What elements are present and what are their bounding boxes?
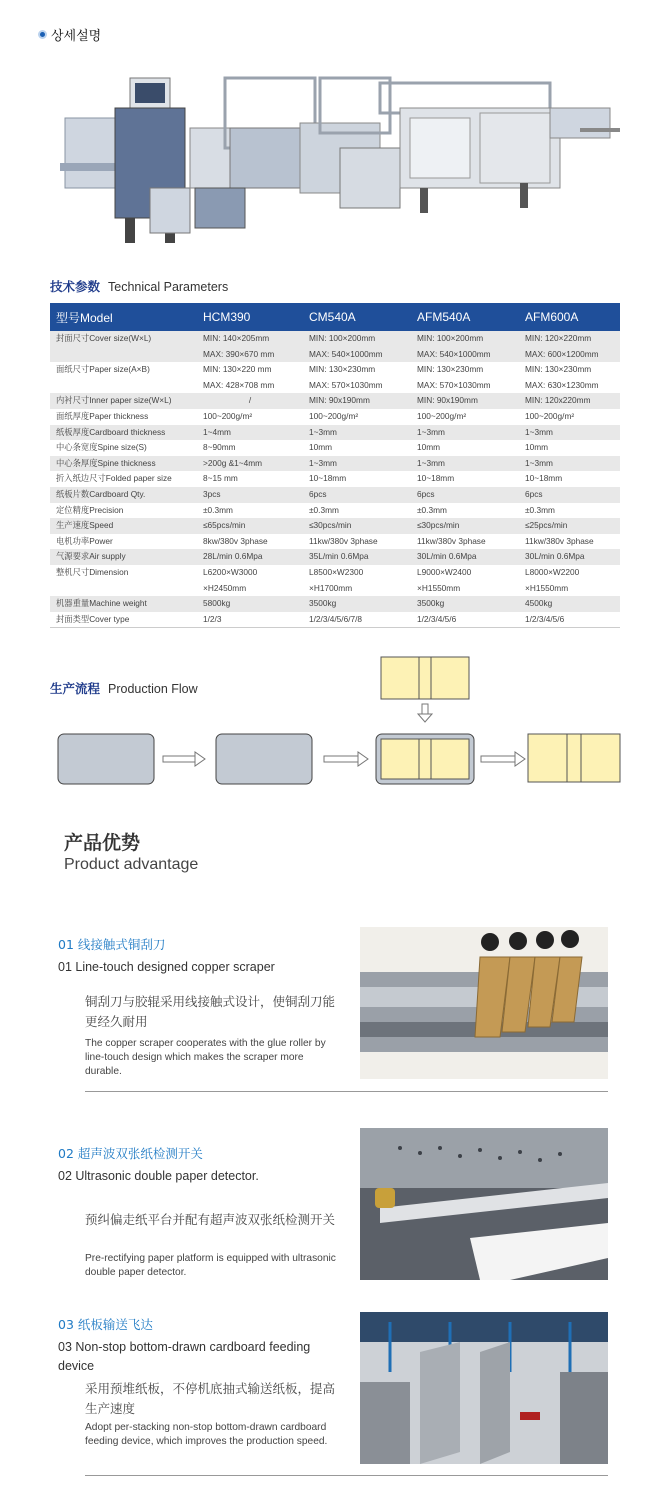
flow-title-cn: 生产流程	[50, 681, 101, 696]
spec-cell: 10~18mm	[303, 471, 411, 487]
spec-cell	[50, 581, 197, 597]
spec-cell: 10mm	[519, 440, 620, 456]
spec-table	[50, 303, 620, 628]
spec-row	[50, 518, 620, 534]
spec-cell: ≤25pcs/min	[519, 518, 620, 534]
spec-cell: ≤30pcs/min	[303, 518, 411, 534]
spec-cell: 生产速度Speed	[50, 518, 197, 534]
spec-cell: 气源要求Air supply	[50, 549, 197, 565]
flow-step-2	[216, 734, 312, 784]
section-title: 상세설명	[51, 29, 102, 44]
spec-cell: 面纸厚度Paper thickness	[50, 409, 197, 425]
spec-cell: 6pcs	[303, 487, 411, 503]
spec-row	[50, 471, 620, 487]
spec-cell: 28L/min 0.6Mpa	[197, 549, 303, 565]
spec-row	[50, 456, 620, 472]
spec-cell: 100~200g/m²	[197, 409, 303, 425]
spec-cell: MAX: 390×670 mm	[197, 347, 303, 363]
spec-row	[50, 362, 620, 378]
tech-title-cn: 技术参数	[50, 279, 101, 294]
spec-cell: L8000×W2200	[519, 565, 620, 581]
flow-title-en: Production Flow	[108, 682, 198, 696]
spec-cell: ×H2450mm	[197, 581, 303, 597]
spec-cell: MIN: 90x190mm	[411, 393, 519, 409]
spec-cell: 1~3mm	[411, 456, 519, 472]
spec-cell: ±0.3mm	[519, 503, 620, 519]
ultrasonic-detector-photo	[360, 1128, 608, 1280]
tech-title-en: Technical Parameters	[108, 280, 229, 294]
spec-cell: 面纸尺寸Paper size(A×B)	[50, 362, 197, 378]
bullet-icon	[38, 30, 47, 39]
spec-cell: MAX: 540×1000mm	[303, 347, 411, 363]
spec-cell: MIN: 130×230mm	[411, 362, 519, 378]
spec-cell: MAX: 428×708 mm	[197, 378, 303, 394]
feature-title-en: 02 Ultrasonic double paper detector.	[58, 1169, 259, 1183]
spec-cell: 电机功率Power	[50, 534, 197, 550]
spec-row	[50, 487, 620, 503]
spec-cell: 30L/min 0.6Mpa	[519, 549, 620, 565]
spec-cell: MIN: 140×205mm	[197, 331, 303, 347]
spec-cell: 1/2/3	[197, 612, 303, 628]
spec-cell: 纸板片数Cardboard Qty.	[50, 487, 197, 503]
spec-cell: >200g &1~4mm	[197, 456, 303, 472]
spec-cell: MIN: 90x190mm	[303, 393, 411, 409]
machine-photo	[40, 58, 620, 253]
feature-divider	[85, 1091, 608, 1092]
spec-cell: 11kw/380v 3phase	[303, 534, 411, 550]
spec-row	[50, 612, 620, 628]
cardboard-feeder-photo	[360, 1312, 608, 1464]
spec-cell: 6pcs	[411, 487, 519, 503]
spec-cell: ×H1550mm	[411, 581, 519, 597]
spec-cell: 8~15 mm	[197, 471, 303, 487]
spec-cell: 6pcs	[519, 487, 620, 503]
spec-cell: L6200×W3000	[197, 565, 303, 581]
feature-title-en: 03 Non-stop bottom-drawn cardboard feeding device	[58, 1340, 311, 1373]
spec-cell: ≤65pcs/min	[197, 518, 303, 534]
spec-cell: 3500kg	[411, 596, 519, 612]
spec-cell: MIN: 120×220mm	[519, 331, 620, 347]
down-arrow-icon	[418, 704, 432, 722]
spec-cell: 10mm	[303, 440, 411, 456]
spec-row	[50, 440, 620, 456]
spec-row	[50, 347, 620, 363]
spec-cell: 1~3mm	[519, 456, 620, 472]
spec-row	[50, 534, 620, 550]
feature-desc-cn: 采用预堆纸板，不停机底抽式输送纸板，提高生产速度	[85, 1381, 336, 1416]
spec-cell: 1/2/3/4/5/6	[519, 612, 620, 628]
spec-cell: MIN: 120x220mm	[519, 393, 620, 409]
flow-step-1	[58, 734, 154, 784]
spec-cell: 封面类型Cover type	[50, 612, 197, 628]
spec-row	[50, 409, 620, 425]
col-header: AFM600A	[519, 303, 620, 331]
spec-cell: MIN: 130×230mm	[303, 362, 411, 378]
spec-row	[50, 331, 620, 347]
spec-cell: 机器重量Machine weight	[50, 596, 197, 612]
spec-cell: L9000×W2400	[411, 565, 519, 581]
spec-cell: MIN: 130×220 mm	[197, 362, 303, 378]
spec-cell: MIN: 100×200mm	[411, 331, 519, 347]
spec-cell: /	[197, 393, 303, 409]
spec-row	[50, 393, 620, 409]
spec-cell: 纸板厚度Cardboard thickness	[50, 425, 197, 441]
spec-cell: 1/2/3/4/5/6	[411, 612, 519, 628]
spec-cell: 1~4mm	[197, 425, 303, 441]
feature-desc-cn: 预纠偏走纸平台并配有超声波双张纸检测开关	[85, 1212, 336, 1227]
col-header: CM540A	[303, 303, 411, 331]
spec-cell: MAX: 630×1230mm	[519, 378, 620, 394]
spec-cell: 10~18mm	[519, 471, 620, 487]
spec-cell: ±0.3mm	[197, 503, 303, 519]
spec-cell: ×H1700mm	[303, 581, 411, 597]
spec-cell: 11kw/380v 3phase	[519, 534, 620, 550]
spec-cell: 11kw/380v 3phase	[411, 534, 519, 550]
right-arrow-icon	[324, 752, 368, 766]
spec-cell: 定位精度Precision	[50, 503, 197, 519]
spec-cell: 100~200g/m²	[303, 409, 411, 425]
spec-cell: MIN: 130×230mm	[519, 362, 620, 378]
spec-cell: ±0.3mm	[303, 503, 411, 519]
feature-desc-cn: 铜刮刀与胶辊采用线接触式设计，使铜刮刀能更经久耐用	[85, 994, 336, 1029]
production-flow-diagram	[50, 650, 630, 790]
spec-cell: 100~200g/m²	[411, 409, 519, 425]
spec-header-row	[50, 303, 620, 331]
spec-cell: 4500kg	[519, 596, 620, 612]
spec-cell: 1~3mm	[519, 425, 620, 441]
feature-3	[58, 1315, 618, 1485]
spec-row	[50, 549, 620, 565]
spec-row	[50, 378, 620, 394]
col-header: HCM390	[197, 303, 303, 331]
spec-cell: 整机尺寸Dimension	[50, 565, 197, 581]
spec-cell: ×H1550mm	[519, 581, 620, 597]
spec-cell: ±0.3mm	[411, 503, 519, 519]
section-heading	[38, 25, 101, 44]
spec-row	[50, 596, 620, 612]
spec-row	[50, 581, 620, 597]
feature-title-en: 01 Line-touch designed copper scraper	[58, 960, 275, 974]
spec-cell: 中心条厚度Spine thickness	[50, 456, 197, 472]
spec-cell: 3500kg	[303, 596, 411, 612]
spec-cell: 8~90mm	[197, 440, 303, 456]
spec-cell: 100~200g/m²	[519, 409, 620, 425]
spec-cell: 1~3mm	[303, 456, 411, 472]
spec-cell: 中心条宽度Spine size(S)	[50, 440, 197, 456]
feature-desc-en: Pre-rectifying paper platform is equipped with ultrasonic double paper detector.	[85, 1253, 336, 1278]
spec-cell: 内衬尺寸Inner paper size(W×L)	[50, 393, 197, 409]
right-arrow-icon	[163, 752, 205, 766]
col-header: AFM540A	[411, 303, 519, 331]
spec-cell: 3pcs	[197, 487, 303, 503]
spec-cell: 1~3mm	[411, 425, 519, 441]
spec-cell: 10~18mm	[411, 471, 519, 487]
spec-cell: MIN: 100×200mm	[303, 331, 411, 347]
spec-body	[50, 331, 620, 628]
right-arrow-icon	[481, 752, 525, 766]
spec-cell: 折入纸边尺寸Folded paper size	[50, 471, 197, 487]
feature-desc-en: The copper scraper cooperates with the glue roller by line-touch design which makes the scraper more durable.	[85, 1038, 326, 1077]
spec-cell: 封面尺寸Cover size(W×L)	[50, 331, 197, 347]
feature-title-cn: 02 超声波双张纸检测开关	[58, 1146, 203, 1161]
copper-scraper-photo	[360, 927, 608, 1079]
spec-cell	[50, 378, 197, 394]
spec-row	[50, 425, 620, 441]
spec-cell: L8500×W2300	[303, 565, 411, 581]
spec-cell: 10mm	[411, 440, 519, 456]
spec-cell: 30L/min 0.6Mpa	[411, 549, 519, 565]
spec-cell: MAX: 540×1000mm	[411, 347, 519, 363]
spec-cell	[50, 347, 197, 363]
spec-cell: 35L/min 0.6Mpa	[303, 549, 411, 565]
spec-cell: 1/2/3/4/5/6/7/8	[303, 612, 411, 628]
flow-step-3	[376, 734, 474, 784]
spec-cell: MAX: 600×1200mm	[519, 347, 620, 363]
feature-1	[58, 935, 618, 1095]
spec-cell: ≤30pcs/min	[411, 518, 519, 534]
feature-2	[58, 1144, 618, 1294]
feature-title-cn: 01 线接触式铜刮刀	[58, 937, 166, 952]
feature-title-cn: 03 纸板输送飞达	[58, 1317, 153, 1332]
flow-top-sheet	[381, 657, 469, 699]
feature-desc-en: Adopt per-stacking non-stop bottom-drawn cardboard feeding device, which improves the production speed.	[85, 1422, 328, 1447]
spec-cell: MAX: 570×1030mm	[411, 378, 519, 394]
feature-divider	[85, 1475, 608, 1476]
spec-row	[50, 565, 620, 581]
col-header: 型号Model	[50, 303, 197, 331]
advantage-title-en: Product advantage	[64, 856, 199, 873]
spec-row	[50, 503, 620, 519]
technical-parameters-title	[50, 277, 228, 295]
spec-cell: 1~3mm	[303, 425, 411, 441]
spec-cell: MAX: 570×1030mm	[303, 378, 411, 394]
spec-cell: 5800kg	[197, 596, 303, 612]
advantage-title-cn: 产品优势	[64, 832, 141, 854]
flow-step-4	[528, 734, 620, 782]
spec-cell: 8kw/380v 3phase	[197, 534, 303, 550]
